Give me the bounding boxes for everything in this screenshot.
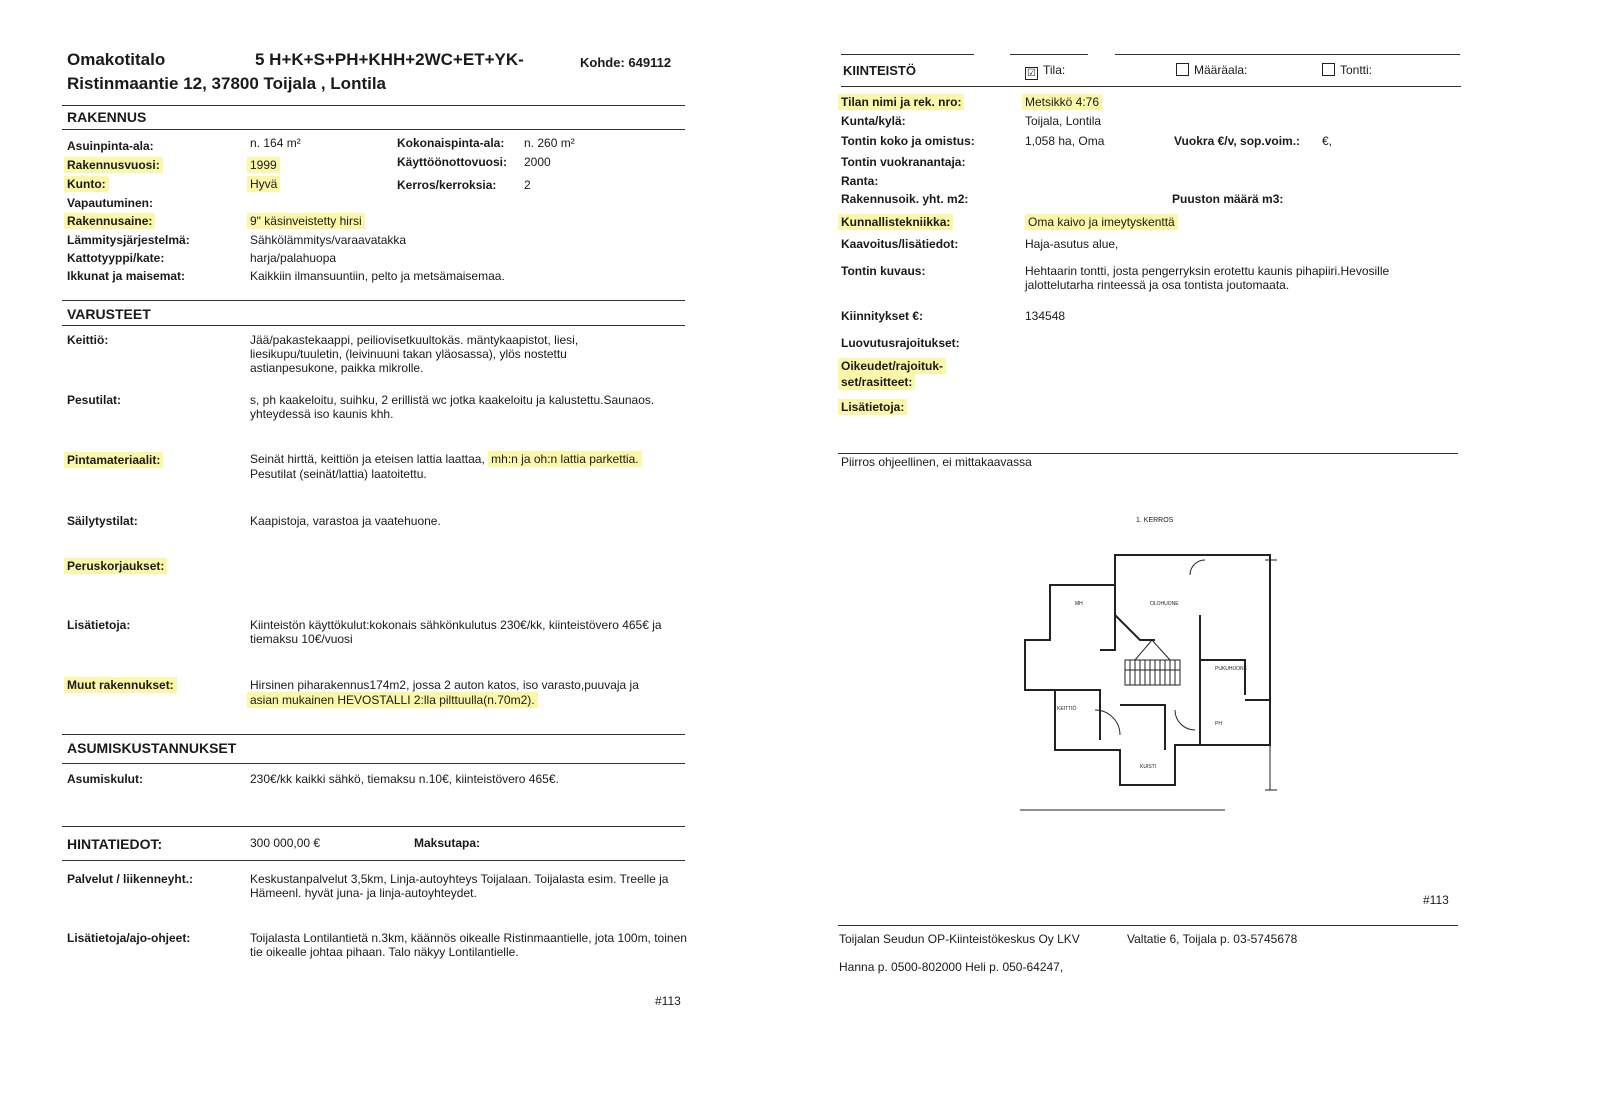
rakennusaine-label: Rakennusaine: [64,213,155,229]
tontin-koko-label: Tontin koko ja omistus: [841,134,975,148]
room-layout: 5 H+K+S+PH+KHH+2WC+ET+YK- [255,50,524,69]
lisatietoja-value: Kiinteistön käyttökulut:kokonais sähkönkulutus 230€/kk, kiinteistövero 465€ ja tiemaksu 10€/vuosi [250,618,662,646]
svg-text:OLOHUONE: OLOHUONE [1150,601,1179,607]
svg-text:PUKUHUONE: PUKUHUONE [1215,666,1247,672]
pinta-value-a: Seinät hirttä, keittiön ja eteisen lattia laattaa, [250,452,489,466]
tontin-kuvaus-value: Hehtaarin tontti, josta pengerryksin erotettu kaunis pihapiiri.Hevosille jalottelutarha rinteessä ja osa tontista joutomaata. [1025,264,1390,292]
puusto-label: Puuston määrä m3: [1172,192,1284,206]
pesutilat-label: Pesutilat: [67,393,122,407]
ajo-ohjeet-value: Toijalasta Lontilantietä n.3km, käännös oikealle Ristinmaantielle, jota 100m, toinen tie oikealle johtaa pihaan. Talo näkyy Lontilantielle. [250,931,687,959]
oikeudet-label-b: set/rasitteet: [838,374,915,390]
pintamateriaalit-value [250,452,642,466]
pesutilat-value: s, ph kaakeloitu, suihku, 2 erillistä wc jotka kaakeloitu ja kalustettu.Saunaos. yhteydessä iso kaunis khh. [250,393,655,421]
kiinnitykset-label: Kiinnitykset €: [841,309,924,323]
section-rakennus: RAKENNUS [67,109,147,125]
lammitys-label: Lämmitysjärjestelmä: [67,233,190,247]
floor-title: 1. KERROS [1136,517,1174,524]
floor-plan-image [1015,510,1285,820]
kerros-value: 2 [524,178,531,192]
svg-text:PH: PH [1215,721,1222,727]
divider [62,325,685,326]
tontti-label: Tontti: [1340,63,1373,77]
page-number-right: #113 [1423,893,1449,907]
keittio-label: Keittiö: [67,333,109,347]
checkbox-checked-icon: ☑ [1025,67,1038,80]
hintatiedot-label: HINTATIEDOT: [67,836,163,852]
muut-rakennukset-value-a: Hirsinen piharakennus174m2, jossa 2 auton katos, iso varasto,puuvaja ja [250,678,639,692]
property-type: Omakotitalo [67,50,166,69]
muut-rakennukset-label: Muut rakennukset: [64,677,177,693]
katto-label: Kattotyyppi/kate: [67,251,165,265]
kokonais-value: n. 260 m² [524,136,575,150]
piirros-note: Piirros ohjeellinen, ei mittakaavassa [841,455,1032,469]
kaavoitus-value: Haja-asutus alue, [1025,237,1119,251]
divider [838,453,1458,454]
rakennusaine-value: 9" käsinveistetty hirsi [247,213,365,229]
palvelut-label: Palvelut / liikenneyht.: [67,872,194,886]
kunto-label: Kunto: [64,176,109,192]
pinta-value-c: Pesutilat (seinät/lattia) laatoitettu. [250,467,427,481]
divider [62,763,685,764]
company-name: Toijalan Seudun OP-Kiinteistökeskus Oy LKV [839,932,1080,946]
muut-rakennukset-value-b: asian mukainen HEVOSTALLI 2:lla pilttuulla(n.70m2). [247,692,538,708]
kunta-label: Kunta/kylä: [841,114,906,128]
tontin-kuvaus-label: Tontin kuvaus: [841,264,926,278]
tila-label: Tila: [1043,63,1066,77]
vuokra-label: Vuokra €/v, sop.voim.: [1174,134,1301,148]
kaavoitus-label: Kaavoitus/lisätiedot: [841,237,959,251]
maaraala-checkbox[interactable] [1176,63,1247,77]
svg-text:KUISTI: KUISTI [1140,764,1157,770]
rakennusoik-label: Rakennusoik. yht. m2: [841,192,969,206]
checkbox-icon [1322,63,1335,76]
lisatietoja-label: Lisätietoja: [67,618,131,632]
divider [62,300,685,301]
asumiskulut-label: Asumiskulut: [67,772,144,786]
luovutusrajoitukset-label: Luovutusrajoitukset: [841,336,960,350]
ikkunat-value: Kaikkiin ilmansuuntiin, pelto ja metsämaisemaa. [250,269,505,283]
keittio-value: Jää/pakastekaappi, peiliovisetkuultokäs. mäntykaapistot, liesi, liesikupu/tuuletin, (leivinuuni takan yläosassa), ylös nostettu astianpesukone, paikka mikrolle. [250,333,579,375]
pintamateriaalit-label: Pintamateriaalit: [64,452,163,468]
kerros-label: Kerros/kerroksia: [397,178,497,192]
divider [841,54,974,55]
asuinpinta-value: n. 164 m² [250,136,301,150]
ranta-label: Ranta: [841,174,879,188]
section-varusteet: VARUSTEET [67,306,151,322]
svg-text:MH: MH [1075,601,1083,607]
divider [1010,54,1088,55]
kiinnitykset-value: 134548 [1025,309,1066,323]
vuokra-value: €, [1322,134,1333,148]
contacts: Hanna p. 0500-802000 Heli p. 050-64247, [839,960,1064,974]
company-address: Valtatie 6, Toijala p. 03-5745678 [1127,932,1298,946]
kunnallistekniikka-label: Kunnallistekniikka: [838,214,953,230]
svg-text:KEITTIÖ: KEITTIÖ [1057,706,1077,712]
divider [841,86,1461,87]
divider [62,860,685,861]
kunnallistekniikka-value: Oma kaivo ja imeytyskenttä [1025,214,1178,230]
ajo-ohjeet-label: Lisätietoja/ajo-ohjeet: [67,931,191,945]
maaraala-label: Määräala: [1194,63,1248,77]
kohde-value: 649112 [628,55,672,70]
oikeudet-label-a: Oikeudet/rajoituk- [838,358,946,374]
tila-checkbox[interactable] [1025,63,1065,80]
sailytys-value: Kaapistoja, varastoa ja vaatehuone. [250,514,441,528]
tontin-koko-value: 1,058 ha, Oma [1025,134,1105,148]
sailytys-label: Säilytystilat: [67,514,138,528]
vapautuminen-label: Vapautuminen: [67,196,154,210]
page-number: #113 [655,994,681,1008]
katto-value: harja/palahuopa [250,251,337,265]
rakennusvuosi-label: Rakennusvuosi: [64,157,163,173]
tontti-checkbox[interactable] [1322,63,1372,77]
vuokranantaja-label: Tontin vuokranantaja: [841,155,966,169]
palvelut-value: Keskustanpalvelut 3,5km, Linja-autoyhteys Toijalaan. Toijalasta esim. Treelle ja Hämeenl. hyvät juna- ja linja-autoyhteydet. [250,872,669,900]
section-asumiskustannukset: ASUMISKUSTANNUKSET [67,740,237,756]
tilan-nimi-label: Tilan nimi ja rek. nro: [838,94,964,110]
peruskorjaukset-label: Peruskorjaukset: [64,558,167,574]
section-kiinteisto: KIINTEISTÖ [843,63,916,78]
pinta-value-b: mh:n ja oh:n lattia parkettia. [488,451,641,467]
tilan-nimi-value: Metsikkö 4:76 [1022,94,1102,110]
divider [838,925,1458,926]
asumiskulut-value: 230€/kk kaikki sähkö, tiemaksu n.10€, kiinteistövero 465€. [250,772,559,786]
hinta-value: 300 000,00 € [250,836,321,850]
divider [62,734,685,735]
kayttoonotto-label: Käyttöönottovuosi: [397,155,507,169]
divider [62,105,685,106]
divider [62,826,685,827]
divider [62,129,685,130]
maksutapa-label: Maksutapa: [414,836,481,850]
kokonais-label: Kokonaispinta-ala: [397,136,505,150]
checkbox-icon [1176,63,1189,76]
kayttoonotto-value: 2000 [524,155,551,169]
lisatietoja-label-right: Lisätietoja: [838,399,907,415]
asuinpinta-label: Asuinpinta-ala: [67,139,154,153]
divider [1115,54,1460,55]
ikkunat-label: Ikkunat ja maisemat: [67,269,186,283]
kohde-number [580,55,671,70]
lammitys-value: Sähkölämmitys/varaavatakka [250,233,407,247]
kunta-value: Toijala, Lontila [1025,114,1102,128]
kunto-value: Hyvä [247,176,280,192]
address: Ristinmaantie 12, 37800 Toijala , Lontila [67,74,387,93]
rakennusvuosi-value: 1999 [247,157,280,173]
kohde-label: Kohde: [580,55,625,70]
